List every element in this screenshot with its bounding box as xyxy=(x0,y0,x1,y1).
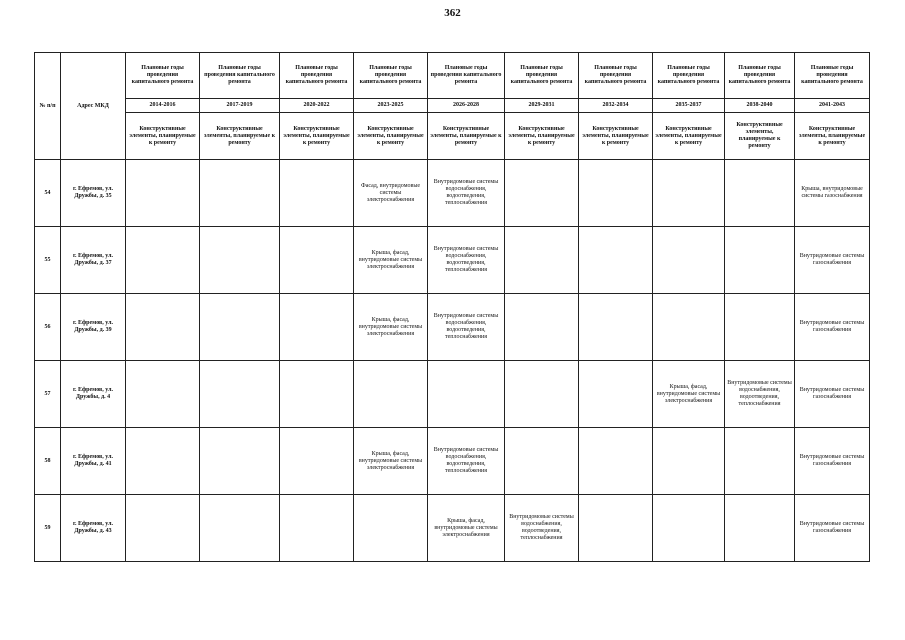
repair-work-cell xyxy=(200,361,280,428)
period-elements-header: Конструктивные элементы, планируемые к ремонту xyxy=(579,113,653,160)
period-title-header: Плановые годы проведения капитального ремонта xyxy=(505,53,579,99)
repair-work-cell: Внутридомовые системы водоснабжения, водоотведения, теплоснабжения xyxy=(428,227,505,294)
header-row-elements xyxy=(35,113,870,160)
repair-work-cell xyxy=(126,294,200,361)
repair-work-cell xyxy=(428,361,505,428)
repair-work-cell xyxy=(579,227,653,294)
period-elements-header: Конструктивные элементы, планируемые к ремонту xyxy=(725,113,795,160)
repair-work-cell: Крыша, фасад, внутридомовые системы электроснабжения xyxy=(428,495,505,562)
address-column-header: Адрес МКД xyxy=(61,53,126,160)
row-number-cell: 55 xyxy=(35,227,61,294)
repair-work-cell xyxy=(200,495,280,562)
period-years-header: 2032-2034 xyxy=(579,99,653,113)
repair-work-cell xyxy=(126,160,200,227)
repair-work-cell: Внутридомовые системы водоснабжения, водоотведения, теплоснабжения xyxy=(428,294,505,361)
period-elements-header: Конструктивные элементы, планируемые к ремонту xyxy=(505,113,579,160)
period-title-header: Плановые годы проведения капитального ремонта xyxy=(795,53,870,99)
repair-work-cell: Внутридомовые системы газоснабжения xyxy=(795,495,870,562)
repair-work-cell: Фасад, внутридомовые системы электроснабжения xyxy=(354,160,428,227)
period-years-header: 2014-2016 xyxy=(126,99,200,113)
repair-work-cell: Внутридомовые системы газоснабжения xyxy=(795,294,870,361)
repair-work-cell xyxy=(579,294,653,361)
repair-work-cell xyxy=(725,294,795,361)
repair-work-cell xyxy=(653,294,725,361)
period-years-header: 2020-2022 xyxy=(280,99,354,113)
period-years-header: 2041-2043 xyxy=(795,99,870,113)
row-number-cell: 59 xyxy=(35,495,61,562)
repair-work-cell: Крыша, фасад, внутридомовые системы электроснабжения xyxy=(354,428,428,495)
repair-work-cell xyxy=(505,428,579,495)
repair-work-cell xyxy=(579,495,653,562)
repair-work-cell: Внутридомовые системы водоснабжения, водоотведения, теплоснабжения xyxy=(428,428,505,495)
row-address-cell: г. Ефремов, ул. Дружбы, д. 39 xyxy=(61,294,126,361)
period-title-header: Плановые годы проведения капитального ремонта xyxy=(428,53,505,99)
repair-work-cell xyxy=(505,160,579,227)
period-years-header: 2017-2019 xyxy=(200,99,280,113)
repair-work-cell xyxy=(725,227,795,294)
repair-work-cell xyxy=(126,428,200,495)
row-number-cell: 58 xyxy=(35,428,61,495)
repair-work-cell xyxy=(280,294,354,361)
period-title-header: Плановые годы проведения капитального ремонта xyxy=(126,53,200,99)
table-row xyxy=(35,227,870,294)
repair-work-cell xyxy=(280,361,354,428)
period-years-header: 2026-2028 xyxy=(428,99,505,113)
row-number-cell: 56 xyxy=(35,294,61,361)
repair-work-cell xyxy=(126,495,200,562)
repair-work-cell xyxy=(505,294,579,361)
row-address-cell: г. Ефремов, ул. Дружбы, д. 35 xyxy=(61,160,126,227)
header-row-titles xyxy=(35,53,870,99)
repair-work-cell xyxy=(579,361,653,428)
period-elements-header: Конструктивные элементы, планируемые к ремонту xyxy=(126,113,200,160)
repair-work-cell xyxy=(505,227,579,294)
repair-work-cell: Внутридомовые системы газоснабжения xyxy=(795,361,870,428)
repair-work-cell: Крыша, внутридомовые системы газоснабжения xyxy=(795,160,870,227)
repair-work-cell xyxy=(579,160,653,227)
table-row xyxy=(35,294,870,361)
repair-work-cell xyxy=(126,227,200,294)
repair-work-cell xyxy=(725,428,795,495)
period-elements-header: Конструктивные элементы, планируемые к ремонту xyxy=(200,113,280,160)
row-address-cell: г. Ефремов, ул. Дружбы, д. 37 xyxy=(61,227,126,294)
capital-repair-table xyxy=(34,52,870,562)
period-elements-header: Конструктивные элементы, планируемые к ремонту xyxy=(653,113,725,160)
repair-work-cell: Внутридомовые системы водоснабжения, водоотведения, теплоснабжения xyxy=(505,495,579,562)
repair-work-cell: Внутридомовые системы водоснабжения, водоотведения, теплоснабжения xyxy=(725,361,795,428)
repair-work-cell xyxy=(200,428,280,495)
table-row xyxy=(35,495,870,562)
header-row-years xyxy=(35,99,870,113)
repair-work-cell xyxy=(200,294,280,361)
num-column-header: № п/п xyxy=(35,53,61,160)
repair-work-cell: Крыша, фасад, внутридомовые системы электроснабжения xyxy=(354,227,428,294)
repair-work-cell xyxy=(126,361,200,428)
period-title-header: Плановые годы проведения капитального ремонта xyxy=(653,53,725,99)
repair-work-cell xyxy=(200,160,280,227)
period-years-header: 2029-2031 xyxy=(505,99,579,113)
repair-work-cell xyxy=(579,428,653,495)
repair-work-cell xyxy=(725,160,795,227)
table-row xyxy=(35,160,870,227)
repair-work-cell: Внутридомовые системы газоснабжения xyxy=(795,227,870,294)
period-elements-header: Конструктивные элементы, планируемые к ремонту xyxy=(354,113,428,160)
repair-work-cell xyxy=(354,361,428,428)
period-years-header: 2035-2037 xyxy=(653,99,725,113)
period-title-header: Плановые годы проведения капитального ремонта xyxy=(354,53,428,99)
repair-work-cell xyxy=(200,227,280,294)
repair-work-cell xyxy=(280,227,354,294)
row-address-cell: г. Ефремов, ул. Дружбы, д. 41 xyxy=(61,428,126,495)
repair-work-cell xyxy=(725,495,795,562)
row-number-cell: 54 xyxy=(35,160,61,227)
repair-work-cell xyxy=(280,495,354,562)
repair-work-cell: Внутридомовые системы водоснабжения, водоотведения, теплоснабжения xyxy=(428,160,505,227)
row-address-cell: г. Ефремов, ул. Дружбы, д. 4 xyxy=(61,361,126,428)
period-elements-header: Конструктивные элементы, планируемые к ремонту xyxy=(428,113,505,160)
period-title-header: Плановые годы проведения капитального ремонта xyxy=(200,53,280,99)
repair-work-cell xyxy=(280,428,354,495)
page-number: 362 xyxy=(444,7,461,19)
row-address-cell: г. Ефремов, ул. Дружбы, д. 43 xyxy=(61,495,126,562)
repair-work-cell xyxy=(354,495,428,562)
repair-work-cell xyxy=(505,361,579,428)
repair-work-cell xyxy=(653,428,725,495)
period-years-header: 2023-2025 xyxy=(354,99,428,113)
row-number-cell: 57 xyxy=(35,361,61,428)
repair-work-cell xyxy=(653,227,725,294)
period-elements-header: Конструктивные элементы, планируемые к ремонту xyxy=(795,113,870,160)
period-title-header: Плановые годы проведения капитального ремонта xyxy=(280,53,354,99)
repair-work-cell xyxy=(280,160,354,227)
repair-work-cell xyxy=(653,160,725,227)
period-elements-header: Конструктивные элементы, планируемые к ремонту xyxy=(280,113,354,160)
table-row xyxy=(35,428,870,495)
repair-work-cell: Крыша, фасад, внутридомовые системы электроснабжения xyxy=(653,361,725,428)
repair-work-cell: Крыша, фасад, внутридомовые системы электроснабжения xyxy=(354,294,428,361)
table-row xyxy=(35,361,870,428)
period-title-header: Плановые годы проведения капитального ремонта xyxy=(579,53,653,99)
period-years-header: 2038-2040 xyxy=(725,99,795,113)
period-title-header: Плановые годы проведения капитального ремонта xyxy=(725,53,795,99)
repair-work-cell: Внутридомовые системы газоснабжения xyxy=(795,428,870,495)
repair-work-cell xyxy=(653,495,725,562)
